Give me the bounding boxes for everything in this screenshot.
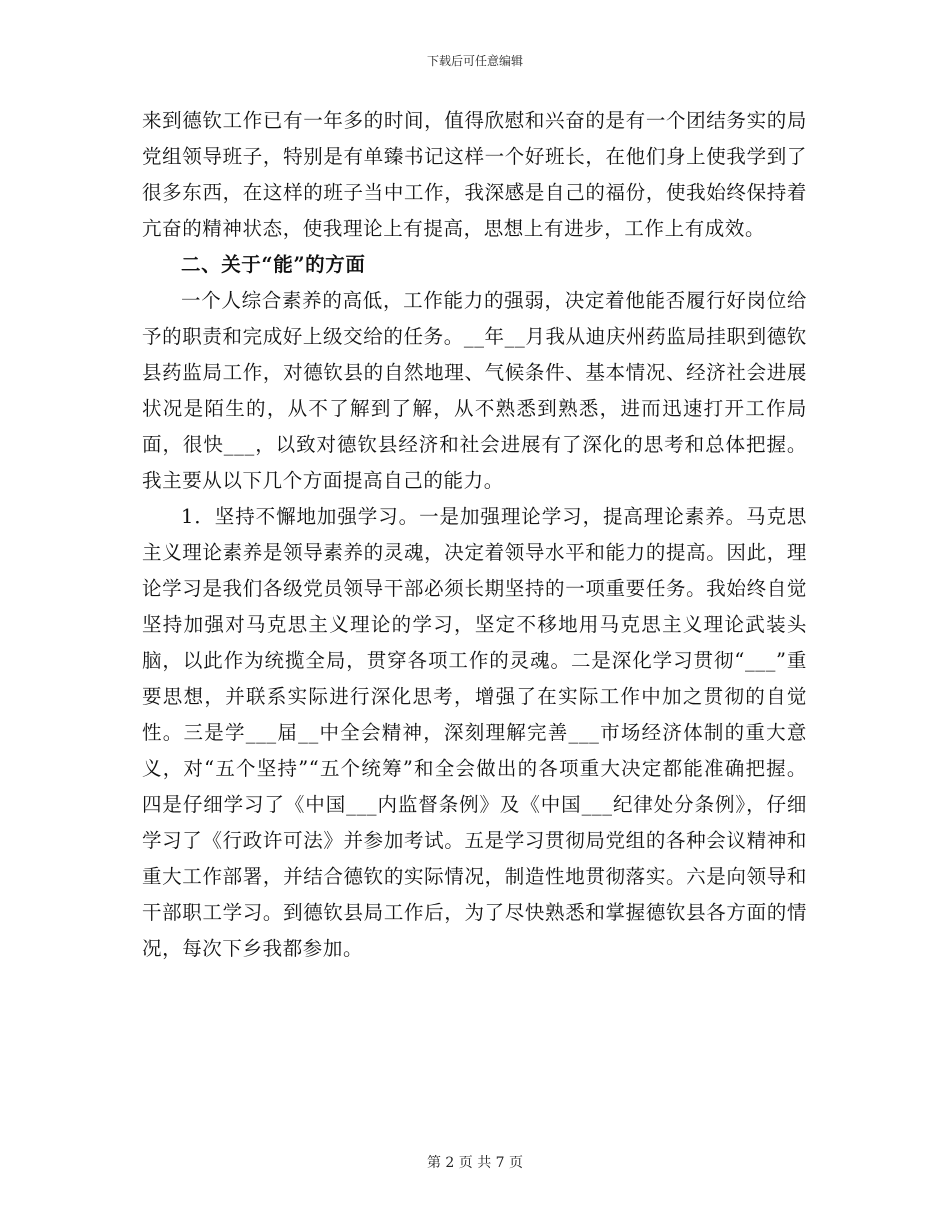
paragraph-intro: 来到德钦工作已有一年多的时间，值得欣慰和兴奋的是有一个团结务实的局党组领导班子，特别是有单臻书记这样一个好班长，在他们身上使我学到了很多东西，在这样的班子当中工作，我深感是自己的福份，使我始终保持着亢奋的精神状态，使我理论上有提高，思想上有进步，工作上有成效。 [142, 109, 807, 240]
paragraph-learning: 1．坚持不懈地加强学习。一是加强理论学习，提高理论素养。马克思主义理论素养是领导素养的灵魂，决定着领导水平和能力的提高。因此，理论学习是我们各级党员领导干部必须长期坚持的一项重要任务。我始终自觉坚持加强对马克思主义理论的学习，坚定不移地用马克思主义理论武装头脑，以此作为统揽全局，贯穿各项工作的灵魂。二是深化学习贯彻“___”重要思想，并联系实际进行深化思考，增强了在实际工作中加之贯彻的自觉性。三是学___届__中全会精神，深刻理解完善___市场经济体制的重大意义，对“五个坚持”“五个统筹”和全会做出的各项重大决定都能准确把握。四是仔细学习了《中国___内监督条例》及《中国___纪律处分条例》，仔细学习了《行政许可法》并参加考试。五是学习贯彻局党组的各种会议精神和重大工作部署，并结合德钦的实际情况，制造性地贯彻落实。六是向领导和干部职工学习。到德钦县局工作后，为了尽快熟悉和掌握德钦县各方面的情况，每次下乡我都参加。 [142, 505, 807, 960]
page-number: 第 2 页 共 7 页 [426, 1155, 524, 1171]
page-header: 下载后可任意编辑 [426, 54, 523, 68]
section-heading: 二、关于“能”的方面 [181, 253, 366, 276]
document-body [142, 103, 807, 967]
paragraph-ability: 一个人综合素养的高低，工作能力的强弱，决定着他能否履行好岗位给予的职责和完成好上级交给的任务。__年__月我从迪庆州药监局挂职到德钦县药监局工作，对德钦县的自然地理、气候条件、基本情况、经济社会进展状况是陌生的，从不了解到了解，从不熟悉到熟悉，进而迅速打开工作局面，很快___，以致对德钦县经济和社会进展有了深化的思考和总体把握。我主要从以下几个方面提高自己的能力。 [142, 289, 807, 492]
